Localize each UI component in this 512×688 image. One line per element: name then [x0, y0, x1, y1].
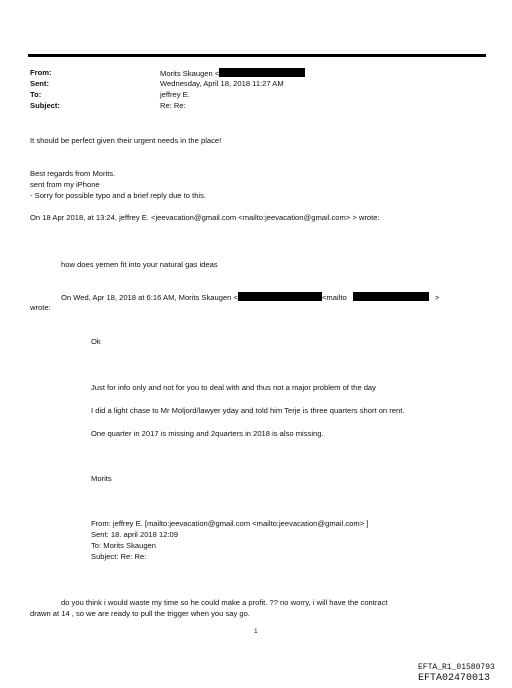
subject-value: Re: Re:: [160, 101, 186, 110]
body-line: It should be perfect given their urgent needs in the place!: [30, 136, 222, 145]
quoted-line: I did a light chase to Mr Moljord/lawyer yday and told him Terje is three quarters short on rent.: [91, 406, 405, 415]
quote-intro: On 18 Apr 2018, at 13:24, jeffrey E. <jeevacation@gmail.com <mailto:jeevacation@gmail.com> > wrote:: [30, 213, 380, 222]
page-number: 1: [254, 628, 258, 635]
sent-value: Wednesday, April 18, 2018 11:27 AM: [160, 79, 284, 88]
from-value: [160, 68, 305, 79]
quoted-header-lt2: <: [321, 293, 327, 302]
quoted-header-lt: <: [233, 293, 238, 302]
original-header-line: Sent: 18. april 2018 12:09: [91, 530, 178, 539]
quoted-line: One quarter in 2017 is missing and 2quarters in 2018 is also missing.: [91, 429, 324, 438]
from-lt: <: [214, 69, 220, 78]
sent-label: Sent:: [30, 79, 49, 88]
signature-line: - Sorry for possible typo and a brief reply due to this.: [30, 191, 207, 200]
header-rule: [28, 54, 486, 57]
signature-line: sent from my iPhone: [30, 180, 100, 189]
original-header-line: From: jeffrey E. [mailto:jeevacation@gmail.com <mailto:jeevacation@gmail.com> ]: [91, 519, 369, 528]
quoted-line: do you think i would waste my time so he could make a profit. ?? no worry, i will have the contract: [61, 598, 388, 607]
quoted-header-line: [61, 292, 439, 303]
original-header-line: Subject: Re: Re:: [91, 552, 147, 561]
quoted-line: Morits: [91, 474, 112, 483]
quoted-line: Just for info only and not for you to deal with and thus not a major problem of the day: [91, 383, 376, 392]
quoted-line: drawn at 14 , so we are ready to pull the trigger when you say go.: [30, 609, 250, 618]
from-label: From:: [30, 68, 52, 77]
redaction-bar: [238, 292, 322, 301]
to-value: jeffrey E.: [160, 90, 190, 99]
quoted-line: how does yemen fit into your natural gas ideas: [61, 260, 218, 269]
bates-number-primary: EFTA_R1_01580793: [418, 663, 495, 672]
from-name: Morits Skaugen: [160, 69, 213, 78]
redaction-bar: [353, 292, 429, 301]
subject-label: Subject:: [30, 101, 60, 110]
quoted-header-gt: >: [434, 293, 440, 302]
original-header-line: To: Morits Skaugen: [91, 541, 156, 550]
quoted-header-mailto: mailto: [326, 293, 347, 302]
wrote-line: wrote:: [30, 303, 51, 312]
to-label: To:: [30, 90, 42, 99]
quoted-header-prefix: On Wed, Apr 18, 2018 at 6:16 AM, Morits Skaugen: [61, 293, 232, 302]
redaction-bar: [219, 68, 305, 77]
quoted-line: Ok: [91, 337, 101, 346]
signature-line: Best regards from Morits.: [30, 169, 116, 178]
bates-number-secondary: EFTA02470013: [418, 673, 491, 684]
